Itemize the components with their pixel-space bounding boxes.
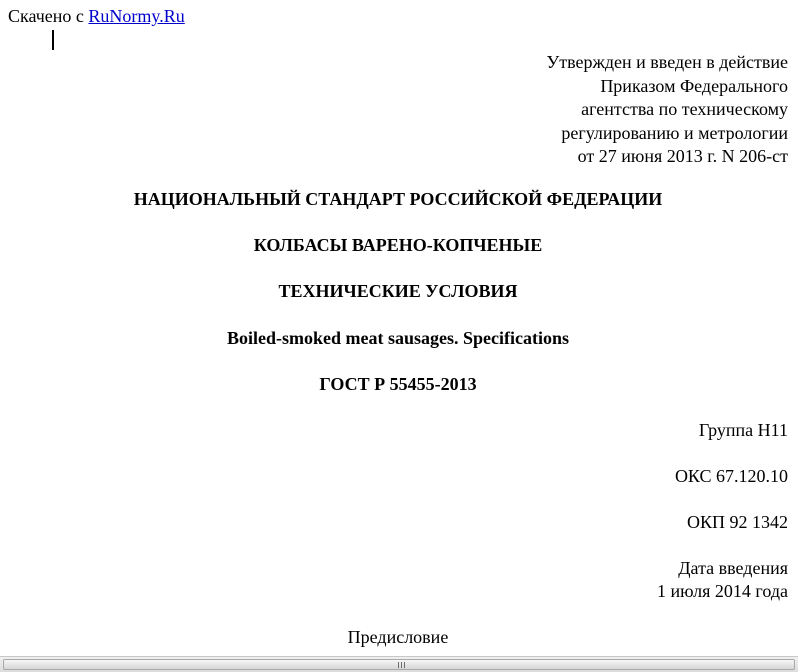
standard-title: НАЦИОНАЛЬНЫЙ СТАНДАРТ РОССИЙСКОЙ ФЕДЕРАЦИИ bbox=[133, 189, 663, 209]
source-prefix: Скачено с bbox=[8, 6, 89, 26]
oks-code: ОКС 67.120.10 bbox=[674, 466, 788, 486]
english-title: Boiled-smoked meat sausages. Specifications bbox=[227, 328, 569, 348]
group-code: Группа Н11 bbox=[698, 420, 788, 440]
intro-date-label: Дата введения bbox=[678, 558, 788, 578]
text-cursor bbox=[52, 30, 54, 50]
approval-line: Приказом Федерального bbox=[600, 75, 788, 96]
approval-line: от 27 июня 2013 г. N 206-ст bbox=[577, 146, 788, 166]
source-line bbox=[8, 5, 185, 27]
okp-code: ОКП 92 1342 bbox=[686, 512, 788, 532]
grip-icon bbox=[396, 662, 408, 668]
intro-date-value: 1 июля 2014 года bbox=[657, 581, 788, 601]
scrollbar-thumb[interactable] bbox=[3, 659, 795, 670]
source-link[interactable]: RuNormy.Ru bbox=[88, 6, 185, 26]
product-title: КОЛБАСЫ ВАРЕНО-КОПЧЕНЫЕ bbox=[253, 235, 543, 255]
approval-block bbox=[388, 51, 788, 169]
horizontal-scrollbar[interactable] bbox=[0, 656, 798, 672]
approval-line: Утвержден и введен в действие bbox=[546, 52, 788, 72]
approval-line: агентства по техническому bbox=[581, 99, 788, 119]
approval-line: регулированию и метрологии bbox=[561, 122, 788, 143]
foreword-heading: Предисловие bbox=[347, 627, 449, 647]
specifications-title: ТЕХНИЧЕСКИЕ УСЛОВИЯ bbox=[278, 281, 518, 301]
standard-code: ГОСТ Р 55455-2013 bbox=[319, 374, 477, 394]
